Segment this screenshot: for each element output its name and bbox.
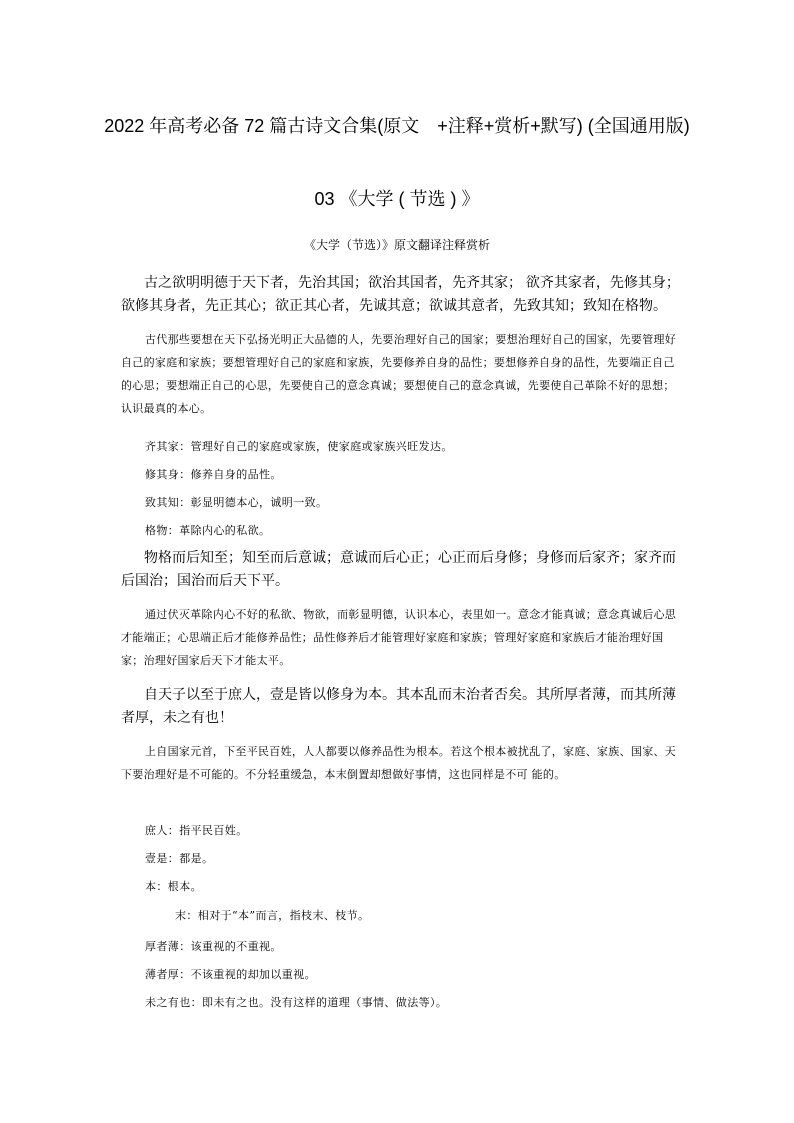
note-wei-zhi-you-ye: 未之有也：即未有之也。没有这样的道理（事情、做法等）。 [145,996,448,1009]
translation-1: 古代那些要想在天下弘扬光明正大品德的人，先要治理好自己的国家；要想治理好自己的国家，先要管理好自己的家庭和家族；要想管理好自己的家庭和家族，先要修养自身的品性；要想修养自身的品性，先要端正自己的心思；要想端正自己的心思，先要使自己的意念真诚；要想使自己的意念真诚，先要使自己革除不好的思想；认识最真的本心。 [121,333,677,415]
note-yi-shi: 壹是：都是。 [145,852,214,865]
original-text-1: 古之欲明明德于天下者，先治其国；欲治其国者，先齐其家； 欲齐其家者，先修其身；欲修其身者，先正其心；欲正其心者，先诚其意；欲诚其意者，先致其知；致知在格物。 [121,274,680,313]
translation-2: 通过伏灭革除内心不好的私欲、物欲，而彰显明德，认识本心，表里如一。意念才能真诚；意念真诚后心思才能端正；心思端正后才能修养品性；品性修养后才能管理好家庭和家族；管理好家庭和家族后才能治理好国家；治理好国家后天下才能太平。 [121,608,677,667]
note-xiu-qi-shen: 修其身：修养自身的品性。 [145,468,282,481]
note-hou-zhe-bao: 厚者薄：该重视的不重视。 [145,940,282,953]
note-zhi-qi-zhi: 致其知：彰显明德本心，诚明一致。 [145,496,328,509]
note-ben: 本：根本。 [145,880,202,893]
document-title: 2022 年高考必备 72 篇古诗文合集(原文 +注释+赏析+默写) (全国通用版) [104,116,690,136]
translation-3: 上自国家元首，下至平民百姓，人人都要以修养品性为根本。若这个根本被扰乱了，家庭、家族、国家、天下要治理好是不可能的。不分轻重缓急，本末倒置却想做好事情，这也同样是不可 能的。 [121,745,677,781]
note-bao-zhe-hou: 薄者厚：不该重视的却加以重视。 [145,968,316,981]
original-text-2: 物格而后知至；知至而后意诚；意诚而后心正；心正而后身修；身修而后家齐；家齐而后国治；国治而后天下平。 [121,549,676,588]
note-qi-qi-jia: 齐其家：管理好自己的家庭或家族，使家庭或家族兴旺发达。 [145,440,453,453]
document-subtitle: 03 《大学 ( 节选 ) 》 [314,189,480,209]
note-mo: 末：相对于“本”而言，指枝末、枝节。 [175,909,370,922]
original-text-3: 自天子以至于庶人，壹是皆以修身为本。其本乱而末治者否矣。其所厚者薄，而其所薄者厚，未之有也！ [121,686,676,725]
note-shu-ren: 庶人：指平民百姓。 [145,824,248,837]
note-ge-wu: 格物：革除内心的私欲。 [145,524,271,537]
section-heading: 《大学（节选）》原文翻译注释赏析 [303,238,490,252]
